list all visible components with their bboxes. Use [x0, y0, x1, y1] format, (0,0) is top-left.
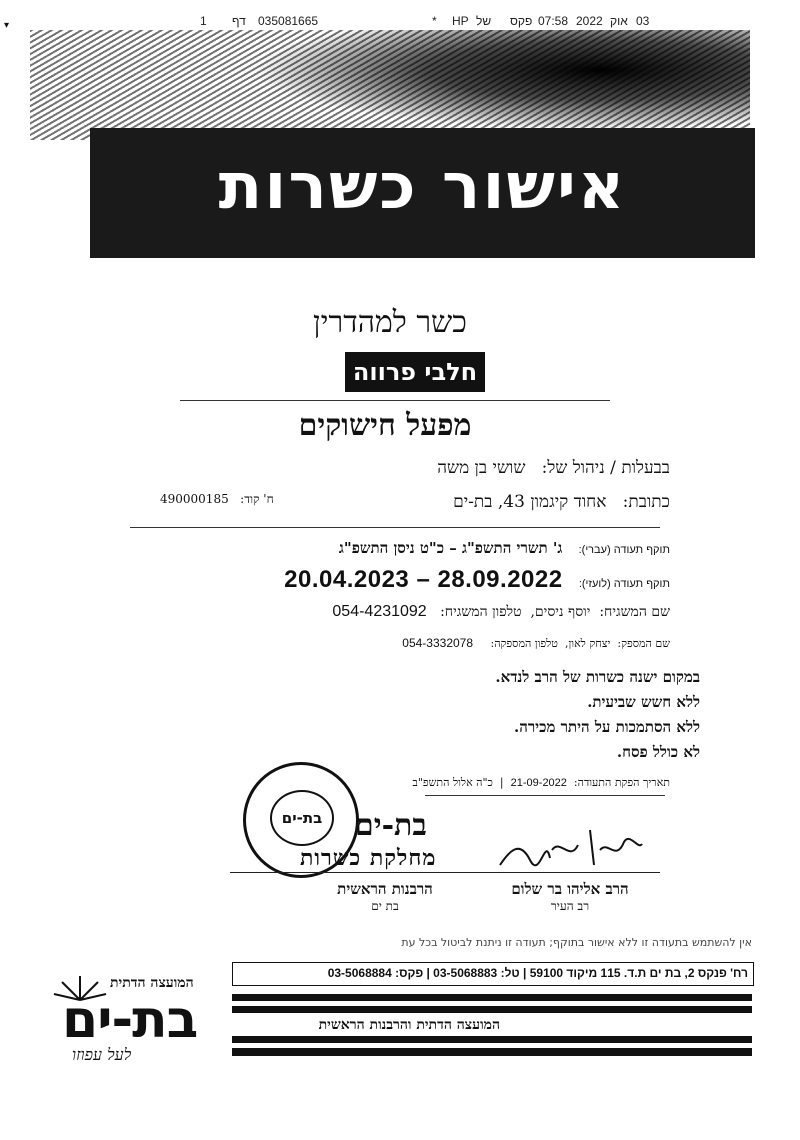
note-item: ללא הסתמכות על היתר מכירה.	[513, 718, 700, 736]
fax-of: של	[476, 14, 492, 28]
divider	[130, 527, 660, 528]
supervisor-name: יוסף ניסים,	[530, 604, 591, 620]
validity-hebrew-label: תוקף תעודה (עברי):	[578, 544, 670, 556]
fax-day: 03	[636, 14, 650, 28]
provider-phone: 054-3332078	[402, 636, 474, 650]
margin-mark: ▾	[4, 20, 10, 31]
note-item: במקום ישנה כשרות של הרב לנדא.	[495, 668, 700, 686]
supervisor-phone: 054-4231092	[332, 603, 427, 620]
fax-from-number: 035081665	[258, 14, 319, 28]
signatory-title: רב העיר	[550, 899, 590, 913]
banner-shade	[250, 30, 750, 130]
provider-name: יצחק לאון,	[564, 637, 611, 650]
fax-star: *	[432, 14, 437, 28]
validity-gregorian-dates	[284, 566, 562, 594]
valid-to-date: 20.04.2023	[284, 566, 410, 593]
note-item: ללא חשש שביעית.	[587, 693, 700, 711]
footer-org: המועצה הדתית והרבנות הראשית	[318, 1017, 500, 1033]
signatory-rabbinate	[310, 880, 460, 914]
address-value: אחוד קיגמון 43, בת-ים	[453, 492, 607, 512]
provider-label: שם המספק:	[617, 637, 670, 650]
signature-line	[230, 872, 660, 873]
fax-time: 07:58	[538, 14, 569, 28]
dept-name: מחלקת כשרות	[300, 845, 437, 871]
issue-label: תאריך הפקת התעודה:	[573, 776, 670, 789]
disclaimer: אין להשתמש בתעודה זו ללא אישור בתוקף; תעודה זו ניתנת לביטול בכל עת	[401, 936, 752, 949]
footer-stripe	[232, 994, 752, 1001]
page-title: אישור כשרות	[218, 150, 627, 224]
owner-label: בבעלות / ניהול של:	[541, 458, 670, 478]
logo-top: המועצה הדתית	[110, 975, 194, 991]
kosher-level: כשר למהדרין	[313, 305, 467, 340]
footer-stripe	[232, 1006, 752, 1013]
stamp-center-text: בת-ים	[270, 790, 334, 846]
logo-slogan: לעל עפוזו	[72, 1045, 132, 1064]
provider-row	[402, 636, 670, 650]
contact-line: רח' פנקס 2, בת ים ת.ד. 115 מיקוד 59100 | טל: 03-5068883 | פקס: 03-5068884	[327, 966, 748, 980]
footer-stripe	[232, 1036, 752, 1043]
fax-device: HP	[452, 14, 469, 28]
address-row	[453, 492, 670, 512]
supervisor-row	[332, 603, 670, 621]
fax-word: פקס	[510, 14, 533, 28]
fax-page-label: דף	[232, 14, 246, 28]
fax-month: אוק	[610, 14, 628, 28]
issue-date: 21-09-2022	[510, 777, 567, 789]
signature-icon	[490, 820, 650, 875]
supervisor-label: שם המשגיח:	[599, 604, 670, 620]
note-item: לא כולל פסח.	[616, 743, 700, 761]
business-name: מפעל חישוקים	[298, 408, 472, 443]
validity-gregorian-label: תוקף תעודה (לועזי):	[578, 578, 670, 590]
footer-stripe	[232, 1048, 752, 1056]
divider	[180, 400, 610, 401]
id-row	[160, 492, 274, 507]
issue-hebrew-date: כ"ה אלול התשפ"ב	[412, 776, 493, 789]
owner-value: שושי בן משה	[437, 458, 526, 478]
validity-gregorian-row	[284, 566, 670, 594]
fax-page-num: 1	[200, 14, 207, 28]
signatory-rav	[485, 880, 655, 914]
signatory-name: הרבנות הראשית	[337, 880, 433, 898]
supervisor-phone-label: טלפון המשגיח:	[440, 604, 522, 620]
owner-row	[437, 458, 670, 478]
logo-main: בת-ים	[62, 990, 198, 1050]
dept-logo-text: בת-ים	[355, 808, 427, 843]
validity-hebrew-value: ג' תשרי התשפ"ג – כ"ט ניסן התשפ"ג	[338, 539, 563, 557]
valid-from-date: 28.09.2022	[437, 566, 563, 593]
id-value: 490000185	[160, 492, 229, 506]
date-dash: –	[416, 566, 431, 593]
id-label: ח' קוד:	[240, 492, 274, 506]
signatory-name: הרב אליהו בר שלום	[511, 880, 629, 898]
divider	[425, 795, 665, 796]
fax-year: 2022	[576, 14, 603, 28]
address-label: כתובת:	[622, 492, 670, 512]
notes-list	[495, 665, 700, 765]
kosher-type-badge: חלבי פרווה	[345, 352, 485, 392]
validity-hebrew-row	[339, 538, 670, 558]
issue-row: תאריך הפקת התעודה: 21-09-2022 | כ"ה אלול התשפ"ב	[412, 776, 670, 789]
signatory-title: בת ים	[371, 899, 399, 913]
provider-phone-label: טלפון המספקה:	[490, 637, 558, 650]
